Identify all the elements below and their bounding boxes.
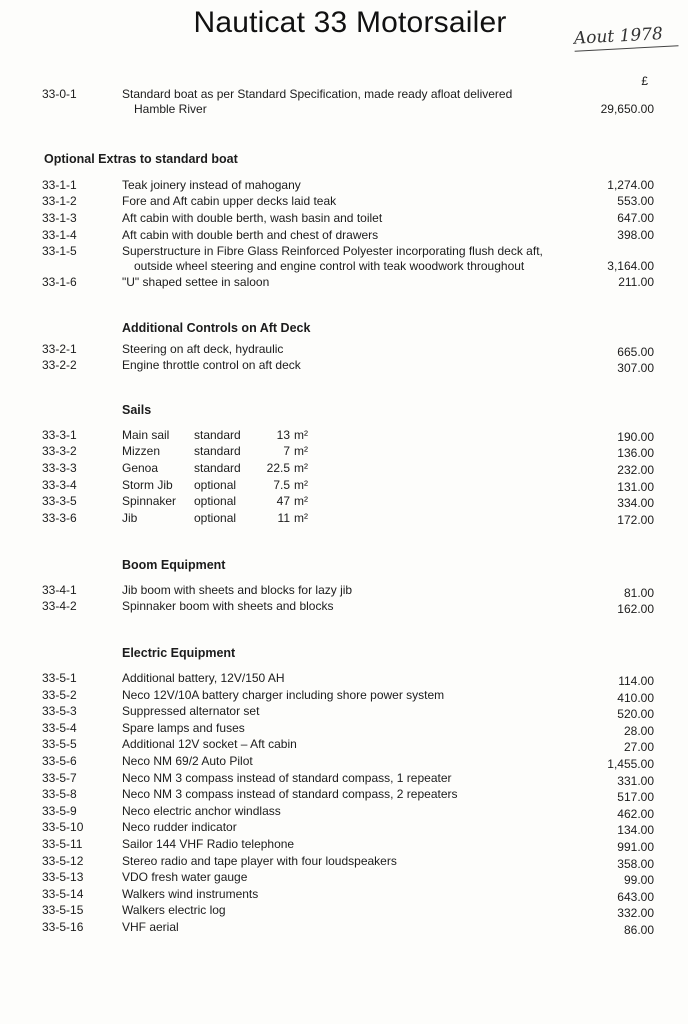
sail-kind: optional (194, 511, 237, 525)
item-price: 334.00 (617, 496, 654, 510)
item-description: Teak joinery instead of mahogany (122, 178, 301, 192)
item-code: 33-5-11 (42, 837, 83, 851)
sail-area: 7 (283, 444, 290, 458)
sail-name: Mizzen (122, 444, 161, 458)
item-description: Neco 12V/10A battery charger including shore power system (122, 688, 445, 702)
item-price: 3,164.00 (607, 259, 654, 273)
sail-name: Main sail (122, 428, 170, 442)
item-description: Standard boat as per Standard Specification, made ready afloat delivered (122, 87, 513, 101)
item-code: 33-3-3 (42, 461, 77, 475)
item-price: 520.00 (617, 707, 654, 721)
item-code: 33-5-6 (42, 754, 77, 768)
item-price: 136.00 (617, 446, 654, 460)
item-description: Additional battery, 12V/150 AH (122, 671, 285, 685)
item-code: 33-5-3 (42, 704, 77, 718)
item-description-cont: outside wheel steering and engine control with teak woodwork throughout (134, 259, 525, 273)
item-description: VDO fresh water gauge (122, 870, 248, 884)
item-description-cont: Hamble River (134, 102, 207, 116)
item-price: 307.00 (617, 361, 654, 375)
item-price: 410.00 (617, 691, 654, 705)
item-price: 553.00 (617, 194, 654, 208)
item-price: 162.00 (617, 602, 654, 616)
item-price: 358.00 (617, 857, 654, 871)
item-price: 1,274.00 (607, 178, 654, 192)
item-description: VHF aerial (122, 920, 179, 934)
item-description: Neco electric anchor windlass (122, 804, 281, 818)
item-price: 29,650.00 (600, 102, 654, 116)
item-description: Walkers electric log (122, 903, 226, 917)
section-heading-controls: Additional Controls on Aft Deck (122, 321, 311, 335)
item-description: Jib boom with sheets and blocks for lazy jib (122, 583, 353, 597)
page-title: Nauticat 33 Motorsailer (193, 6, 507, 39)
sail-unit: m² (294, 444, 308, 458)
sail-kind: optional (194, 478, 237, 492)
handwritten-date: Aout 1978 (573, 23, 678, 51)
item-description: Steering on aft deck, hydraulic (122, 342, 284, 356)
item-description: Spare lamps and fuses (122, 721, 245, 735)
item-code: 33-3-1 (42, 428, 77, 442)
item-price: 28.00 (623, 724, 654, 738)
item-code: 33-5-13 (42, 870, 84, 884)
sail-unit: m² (294, 494, 308, 508)
sail-area: 22.5 (266, 461, 290, 475)
item-code: 33-5-2 (42, 688, 77, 702)
item-price: 462.00 (617, 807, 654, 821)
item-price: 172.00 (617, 513, 654, 527)
item-description: Aft cabin with double berth and chest of drawers (122, 228, 379, 242)
sail-kind: standard (194, 461, 241, 475)
item-code: 33-5-5 (42, 737, 77, 751)
item-description: Aft cabin with double berth, wash basin and toilet (122, 211, 383, 225)
item-description: Neco NM 3 compass instead of standard compass, 1 repeater (122, 771, 452, 785)
item-description: "U" shaped settee in saloon (122, 275, 270, 289)
item-price: 643.00 (617, 890, 654, 904)
item-description: Spinnaker boom with sheets and blocks (122, 599, 334, 613)
item-code: 33-1-3 (42, 211, 77, 225)
item-code: 33-5-7 (42, 771, 77, 785)
item-price: 211.00 (618, 275, 654, 289)
item-code: 33-1-2 (42, 194, 77, 208)
item-description: Sailor 144 VHF Radio telephone (122, 837, 295, 851)
item-code: 33-3-2 (42, 444, 77, 458)
item-description: Neco NM 3 compass instead of standard compass, 2 repeaters (122, 787, 458, 801)
item-code: 33-3-6 (42, 511, 77, 525)
item-code: 33-5-8 (42, 787, 77, 801)
item-price: 131.00 (617, 480, 654, 494)
item-description: Additional 12V socket – Aft cabin (122, 737, 297, 751)
item-code: 33-5-15 (42, 903, 84, 917)
item-code: 33-1-1 (42, 178, 77, 192)
item-code: 33-5-10 (42, 820, 84, 834)
sail-area: 7.5 (273, 478, 290, 492)
item-code: 33-5-9 (42, 804, 77, 818)
item-code: 33-1-6 (42, 275, 77, 289)
item-price: 647.00 (617, 211, 654, 225)
sail-kind: standard (194, 428, 241, 442)
item-price: 81.00 (623, 586, 654, 600)
item-code: 33-1-5 (42, 244, 77, 258)
sail-kind: standard (194, 444, 241, 458)
item-price: 665.00 (617, 345, 654, 359)
item-price: 190.00 (617, 430, 654, 444)
item-description: Neco NM 69/2 Auto Pilot (122, 754, 253, 768)
item-price: 517.00 (617, 790, 654, 804)
item-code: 33-3-5 (42, 494, 77, 508)
currency-symbol: £ (641, 74, 648, 88)
sail-name: Spinnaker (122, 494, 177, 508)
item-code: 33-5-14 (42, 887, 84, 901)
sail-area: 11 (277, 511, 290, 525)
item-description: Superstructure in Fibre Glass Reinforced Polyester incorporating flush deck aft, (122, 244, 543, 258)
sail-unit: m² (294, 478, 308, 492)
item-description: Stereo radio and tape player with four loudspeakers (122, 854, 397, 868)
item-description: Neco rudder indicator (122, 820, 237, 834)
item-code: 33-5-1 (42, 671, 77, 685)
section-heading-sails: Sails (122, 403, 152, 417)
item-code: 33-3-4 (42, 478, 77, 492)
item-code: 33-4-2 (42, 599, 77, 613)
item-price: 1,455.00 (607, 757, 654, 771)
item-code: 33-5-4 (42, 721, 77, 735)
item-description: Walkers wind instruments (122, 887, 259, 901)
sail-name: Genoa (122, 461, 159, 475)
item-price: 86.00 (623, 923, 654, 937)
sail-unit: m² (294, 428, 308, 442)
section-heading-boom: Boom Equipment (122, 558, 226, 572)
item-price: 332.00 (617, 906, 654, 920)
item-code: 33-0-1 (42, 87, 77, 101)
item-code: 33-5-16 (42, 920, 84, 934)
sail-area: 13 (276, 428, 290, 442)
item-price: 27.00 (623, 740, 654, 754)
sail-name: Storm Jib (122, 478, 173, 492)
item-price: 114.00 (618, 674, 654, 688)
item-price: 331.00 (617, 774, 654, 788)
item-code: 33-2-1 (42, 342, 77, 356)
item-code: 33-2-2 (42, 358, 77, 372)
item-code: 33-1-4 (42, 228, 77, 242)
item-code: 33-5-12 (42, 854, 84, 868)
item-description: Engine throttle control on aft deck (122, 358, 301, 372)
item-description: Fore and Aft cabin upper decks laid teak (122, 194, 337, 208)
sail-area: 47 (276, 494, 290, 508)
item-price: 398.00 (617, 228, 654, 242)
item-code: 33-4-1 (42, 583, 77, 597)
section-heading-electric: Electric Equipment (122, 646, 236, 660)
sail-name: Jib (122, 511, 138, 525)
item-price: 134.00 (617, 823, 654, 837)
item-price: 232.00 (617, 463, 654, 477)
sail-kind: optional (194, 494, 237, 508)
item-price: 991.00 (617, 840, 654, 854)
item-price: 99.00 (623, 873, 654, 887)
sail-unit: m² (294, 511, 308, 525)
sail-unit: m² (294, 461, 308, 475)
section-heading-optional: Optional Extras to standard boat (44, 152, 238, 166)
item-description: Suppressed alternator set (122, 704, 260, 718)
